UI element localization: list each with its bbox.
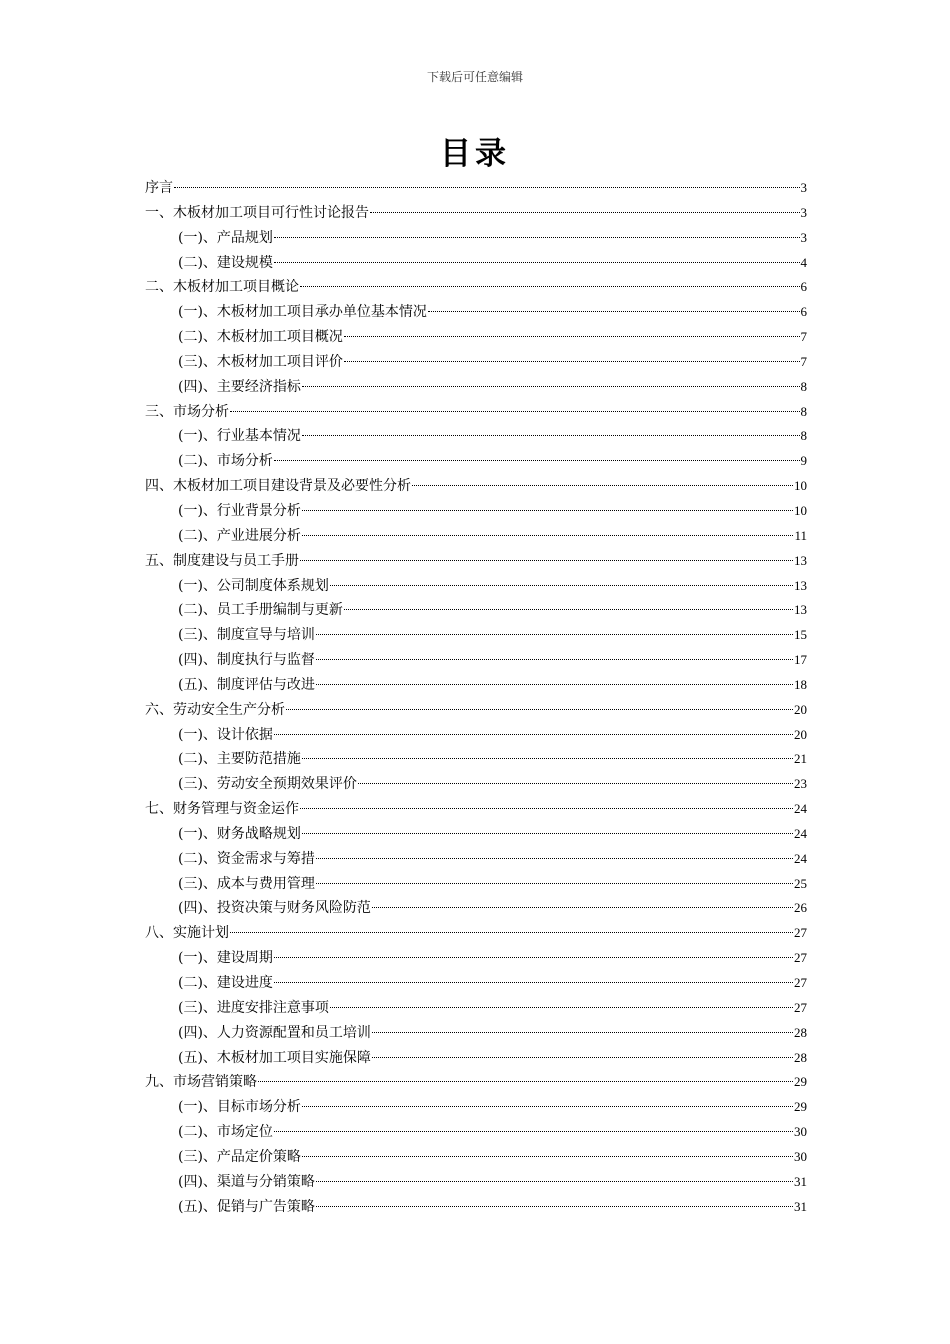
toc-entry-label: (一)、建设周期 — [178, 950, 273, 967]
dot-leader — [316, 634, 793, 635]
toc-entry-label: (一)、设计依据 — [178, 726, 273, 743]
toc-entry[interactable] — [145, 797, 807, 822]
dot-leader — [230, 411, 800, 412]
toc-page-number: 24 — [794, 850, 807, 866]
toc-entry-label: (二)、建设规模 — [178, 254, 273, 271]
toc-entry-label: (一)、财务战略规划 — [178, 825, 301, 842]
toc-entry-label: (一)、木板材加工项目承办单位基本情况 — [178, 304, 427, 321]
toc-subentry[interactable] — [145, 971, 807, 996]
toc-subentry[interactable] — [145, 946, 807, 971]
toc-entry-label: 一、木板材加工项目可行性讨论报告 — [145, 204, 369, 221]
dot-leader — [302, 386, 800, 387]
toc-page-number: 8 — [800, 378, 807, 394]
toc-subentry[interactable] — [145, 449, 807, 474]
toc-page-number: 26 — [794, 900, 807, 916]
dot-leader — [274, 262, 800, 263]
toc-subentry[interactable] — [145, 350, 807, 375]
toc-entry-label: (一)、产品规划 — [178, 229, 273, 246]
toc-page-number: 13 — [794, 577, 807, 593]
dot-leader — [274, 982, 793, 983]
toc-entry-label: (二)、市场分析 — [178, 453, 273, 470]
toc-entry-label: (三)、制度宣导与培训 — [178, 627, 315, 644]
dot-leader — [344, 361, 800, 362]
toc-subentry[interactable] — [145, 723, 807, 748]
header-note: 下载后可任意编辑 — [426, 70, 523, 84]
toc-page-number: 7 — [800, 329, 807, 345]
toc-page-number: 6 — [800, 279, 807, 295]
toc-entry-label: (三)、劳动安全预期效果评价 — [178, 776, 357, 793]
toc-entry-label: 序言 — [145, 180, 173, 196]
toc-page-number: 15 — [794, 627, 807, 643]
toc-page-number: 17 — [794, 652, 807, 668]
toc-entry-label: (二)、员工手册编制与更新 — [178, 602, 343, 619]
toc-entry-label: (一)、行业基本情况 — [178, 428, 301, 445]
toc-entry-label: (三)、成本与费用管理 — [178, 875, 315, 892]
dot-leader — [300, 560, 793, 561]
toc-page-number: 28 — [794, 1024, 807, 1040]
dot-leader — [274, 237, 800, 238]
toc-subentry[interactable] — [145, 623, 807, 648]
toc-page-number: 25 — [794, 875, 807, 891]
toc-page-number: 29 — [794, 1099, 807, 1115]
toc-page-number: 6 — [800, 304, 807, 320]
dot-leader — [370, 212, 800, 213]
dot-leader — [372, 907, 793, 908]
toc-subentry[interactable] — [145, 673, 807, 698]
dot-leader — [300, 808, 793, 809]
dot-leader — [316, 659, 793, 660]
dot-leader — [316, 1206, 793, 1207]
toc-page-number: 9 — [800, 453, 807, 469]
toc-entry-label: (一)、目标市场分析 — [178, 1099, 301, 1116]
dot-leader — [286, 709, 793, 710]
dot-leader — [316, 858, 793, 859]
toc-subentry[interactable] — [145, 648, 807, 673]
toc-page-number: 24 — [794, 801, 807, 817]
dot-leader — [302, 1156, 793, 1157]
dot-leader — [230, 932, 793, 933]
dot-leader — [302, 435, 800, 436]
toc-entry[interactable] — [145, 549, 807, 574]
dot-leader — [316, 684, 793, 685]
dot-leader — [344, 609, 793, 610]
toc-page-number: 27 — [794, 925, 807, 941]
toc-entry-label: (一)、公司制度体系规划 — [178, 577, 329, 594]
toc-entry-label: (二)、木板材加工项目概况 — [178, 329, 343, 346]
toc-page-number: 31 — [794, 1198, 807, 1214]
dot-leader — [316, 1181, 793, 1182]
toc-entry-label: (二)、市场定位 — [178, 1124, 273, 1141]
dot-leader — [412, 485, 793, 486]
toc-entry-label: (四)、渠道与分销策略 — [178, 1173, 315, 1190]
toc-page-number: 20 — [794, 701, 807, 717]
toc-page-number: 18 — [794, 676, 807, 692]
toc-entry[interactable] — [145, 400, 807, 425]
toc-entry-label: 三、市场分析 — [145, 403, 229, 420]
toc-entry-label: (二)、主要防范措施 — [178, 751, 301, 768]
toc-subentry[interactable] — [145, 424, 807, 449]
dot-leader — [274, 1131, 793, 1132]
toc-entry[interactable] — [145, 921, 807, 946]
table-of-contents — [145, 176, 807, 1219]
toc-entry[interactable] — [145, 474, 807, 499]
toc-subentry[interactable] — [145, 598, 807, 623]
toc-page-number: 13 — [794, 602, 807, 618]
toc-subentry[interactable] — [145, 1170, 807, 1195]
toc-page-number: 30 — [794, 1148, 807, 1164]
toc-subentry[interactable] — [145, 1195, 807, 1220]
dot-leader — [274, 957, 793, 958]
toc-page-number: 3 — [800, 204, 807, 220]
toc-page-number: 13 — [794, 552, 807, 568]
toc-subentry[interactable] — [145, 226, 807, 251]
dot-leader — [300, 286, 800, 287]
dot-leader — [330, 585, 793, 586]
toc-entry-label: (四)、制度执行与监督 — [178, 652, 315, 669]
toc-subentry[interactable] — [145, 747, 807, 772]
toc-page-number: 27 — [794, 999, 807, 1015]
toc-page-number: 8 — [800, 428, 807, 444]
toc-entry-label: (五)、制度评估与改进 — [178, 676, 315, 693]
toc-subentry[interactable] — [145, 822, 807, 847]
toc-page-number: 27 — [794, 975, 807, 990]
toc-entry[interactable] — [145, 698, 807, 723]
toc-entry-label: 九、市场营销策略 — [145, 1074, 257, 1091]
toc-subentry[interactable] — [145, 896, 807, 921]
dot-leader — [274, 460, 800, 461]
dot-leader — [330, 1007, 793, 1008]
dot-leader — [302, 1106, 793, 1107]
toc-page-number: 28 — [794, 1049, 807, 1065]
toc-subentry[interactable] — [145, 1021, 807, 1046]
toc-entry-label: (三)、进度安排注意事项 — [178, 999, 329, 1016]
toc-entry-label: 六、劳动安全生产分析 — [145, 701, 285, 718]
toc-subentry[interactable] — [145, 1120, 807, 1145]
toc-page-number: 23 — [794, 776, 807, 792]
toc-subentry[interactable] — [145, 872, 807, 897]
toc-subentry[interactable] — [145, 499, 807, 524]
toc-entry-label: (四)、投资决策与财务风险防范 — [178, 900, 371, 917]
page-title: 目录 — [440, 136, 510, 172]
toc-subentry[interactable] — [145, 847, 807, 872]
dot-leader — [302, 510, 793, 511]
dot-leader — [428, 311, 800, 312]
toc-page-number: 4 — [800, 254, 807, 270]
toc-page-number: 7 — [800, 353, 807, 369]
toc-entry-label: 二、木板材加工项目概论 — [145, 279, 299, 296]
dot-leader — [372, 1032, 793, 1033]
toc-entry[interactable] — [145, 176, 807, 201]
dot-leader — [174, 187, 800, 188]
toc-entry-label: (五)、木板材加工项目实施保障 — [178, 1049, 371, 1066]
toc-page-number: 27 — [794, 950, 807, 966]
toc-subentry[interactable] — [145, 772, 807, 797]
toc-entry-label: (四)、人力资源配置和员工培训 — [178, 1024, 371, 1041]
toc-entry-label: (二)、建设进度 — [178, 975, 273, 991]
toc-page-number: 30 — [794, 1124, 807, 1140]
toc-entry-label: (二)、资金需求与筹措 — [178, 850, 315, 867]
toc-page-number: 8 — [800, 403, 807, 419]
toc-entry-label: 五、制度建设与员工手册 — [145, 552, 299, 569]
toc-page-number: 31 — [794, 1173, 807, 1189]
toc-subentry[interactable] — [145, 375, 807, 400]
toc-entry-label: 七、财务管理与资金运作 — [145, 801, 299, 818]
toc-subentry[interactable] — [145, 574, 807, 599]
toc-page-number: 3 — [800, 180, 807, 195]
dot-leader — [302, 535, 794, 536]
toc-entry[interactable] — [145, 201, 807, 226]
toc-page-number: 29 — [794, 1074, 807, 1090]
toc-subentry[interactable] — [145, 996, 807, 1021]
toc-entry[interactable] — [145, 275, 807, 300]
toc-entry-label: (三)、产品定价策略 — [178, 1148, 301, 1165]
toc-subentry[interactable] — [145, 1095, 807, 1120]
dot-leader — [302, 833, 793, 834]
toc-page-number: 10 — [794, 478, 807, 494]
toc-entry-label: 八、实施计划 — [145, 925, 229, 942]
dot-leader — [302, 758, 793, 759]
toc-subentry[interactable] — [145, 251, 807, 276]
toc-subentry[interactable] — [145, 1046, 807, 1071]
toc-entry-label: (三)、木板材加工项目评价 — [178, 353, 343, 370]
toc-page-number: 24 — [794, 825, 807, 841]
dot-leader — [344, 336, 800, 337]
dot-leader — [358, 783, 793, 784]
dot-leader — [274, 734, 793, 735]
toc-subentry[interactable] — [145, 300, 807, 325]
toc-subentry[interactable] — [145, 524, 807, 549]
toc-entry-label: 四、木板材加工项目建设背景及必要性分析 — [145, 478, 411, 495]
dot-leader — [372, 1057, 793, 1058]
dot-leader — [258, 1081, 793, 1082]
toc-entry[interactable] — [145, 1070, 807, 1095]
dot-leader — [316, 883, 793, 884]
toc-page-number: 20 — [794, 726, 807, 742]
toc-entry-label: (五)、促销与广告策略 — [178, 1198, 315, 1215]
toc-entry-label: (一)、行业背景分析 — [178, 502, 301, 519]
toc-page-number: 10 — [794, 502, 807, 518]
toc-entry-label: (二)、产业进展分析 — [178, 527, 301, 544]
toc-entry-label: (四)、主要经济指标 — [178, 378, 301, 395]
toc-page-number: 11 — [794, 527, 807, 543]
toc-subentry[interactable] — [145, 1145, 807, 1170]
toc-subentry[interactable] — [145, 325, 807, 350]
toc-page-number: 21 — [794, 751, 807, 767]
toc-page-number: 3 — [800, 229, 807, 245]
